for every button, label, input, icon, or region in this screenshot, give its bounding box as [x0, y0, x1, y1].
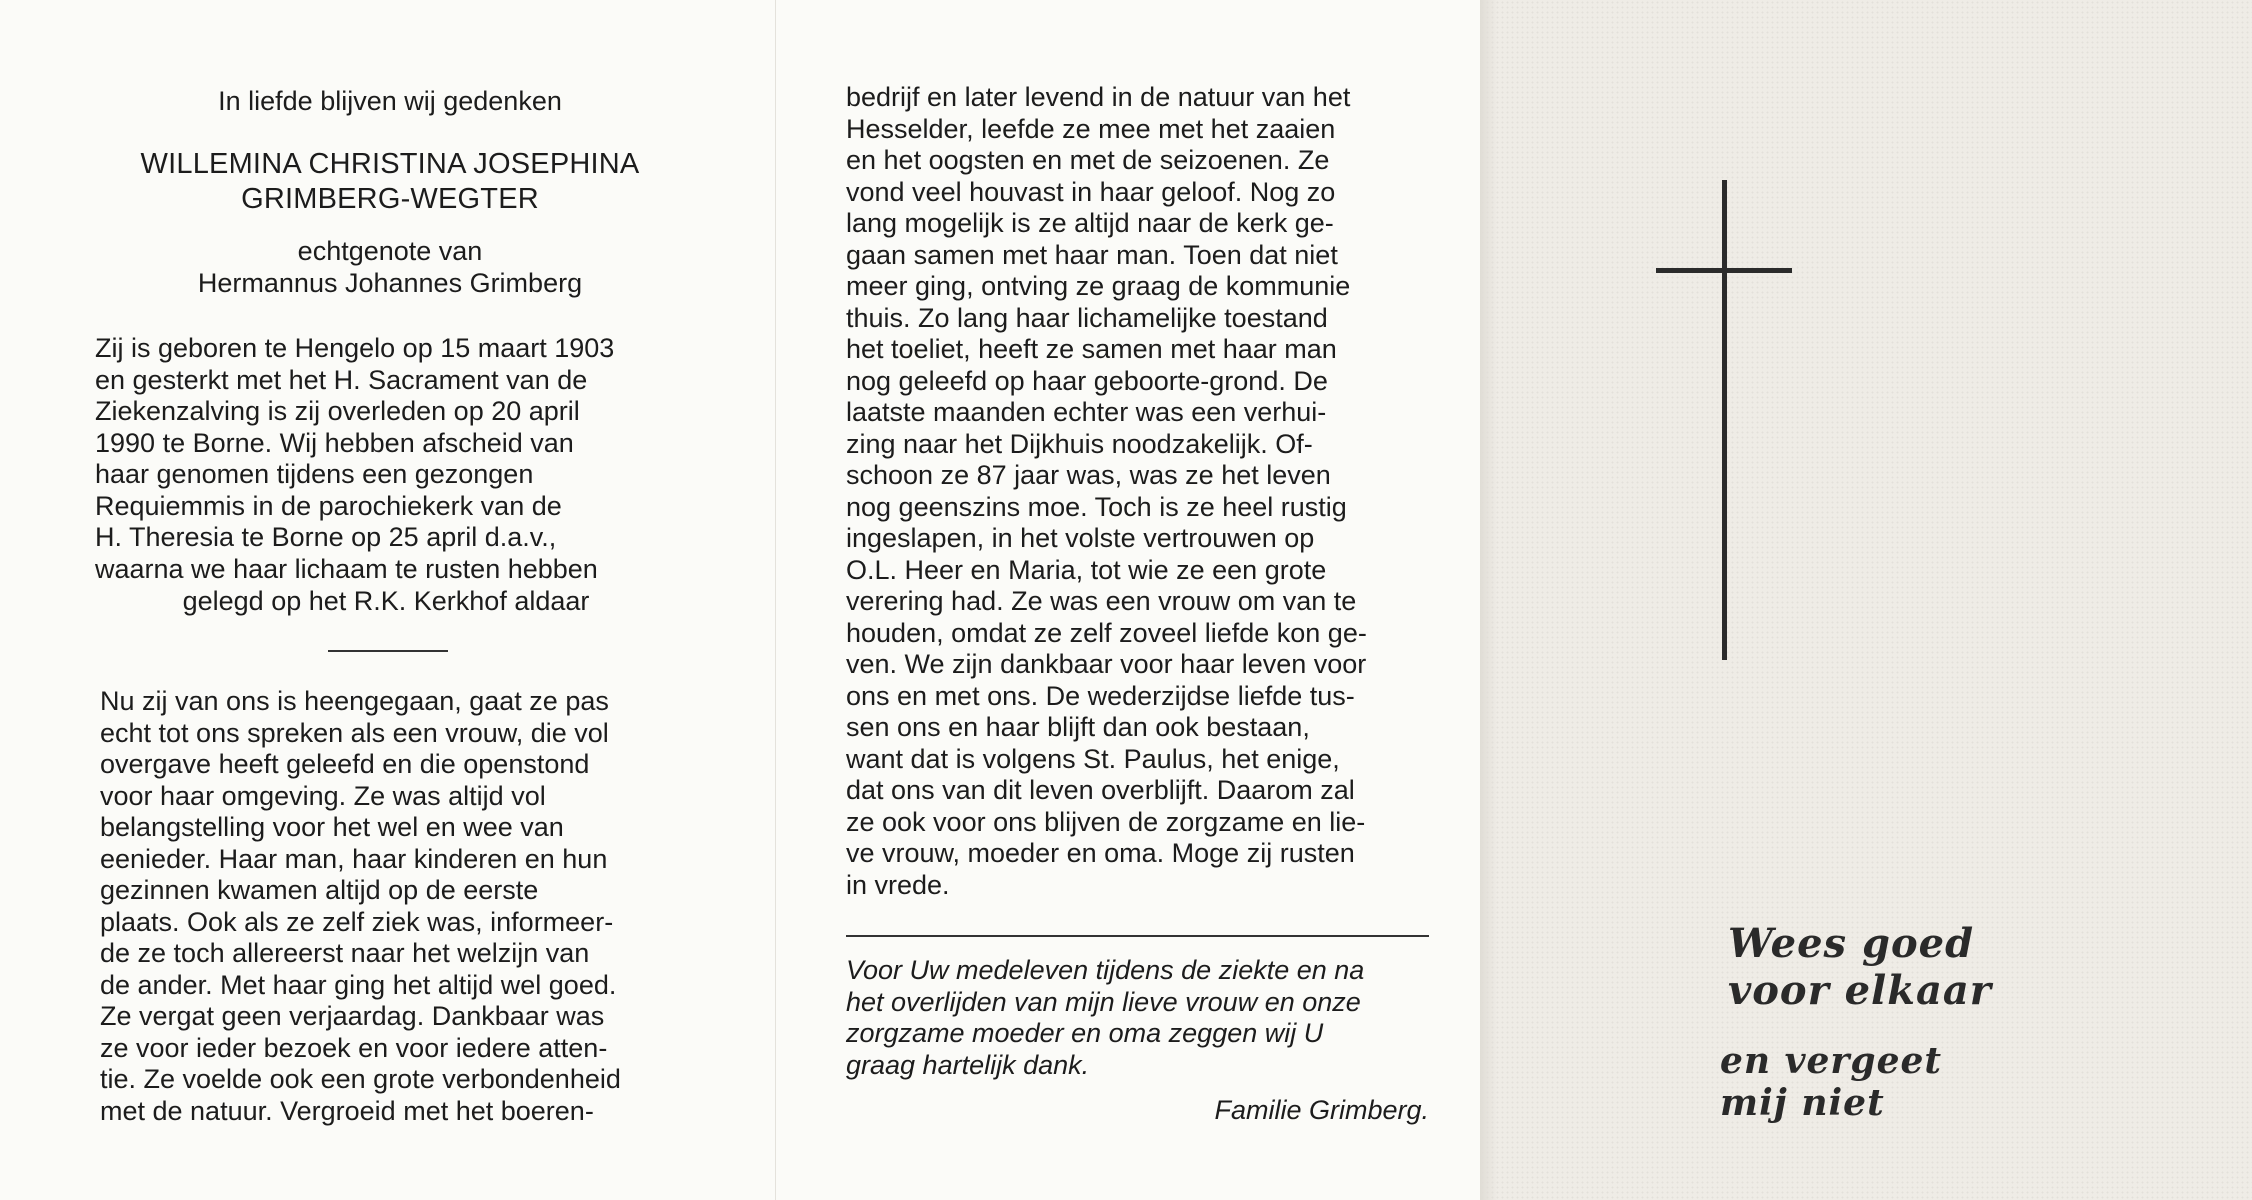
middle-page	[775, 0, 1480, 1200]
biography-paragraph	[95, 333, 677, 585]
text-line: want dat is volgens St. Paulus, het enige,	[846, 743, 1340, 774]
text-line: O.L. Heer en Maria, tot wie ze een grote	[846, 554, 1327, 585]
spouse-block	[90, 236, 690, 299]
spouse-label: echtgenote van	[297, 236, 483, 266]
text-line: verering had. Ze was een vrouw om van te	[846, 586, 1357, 616]
name-line: GRIMBERG-WEGTER	[241, 183, 539, 215]
text-line: voor haar omgeving. Ze was altijd vol	[100, 780, 546, 811]
text-line: thuis. Zo lang haar lichamelijke toestand	[846, 302, 1328, 333]
text-line: gelegd op het R.K. Kerkhof aldaar	[182, 586, 590, 616]
spouse-name: Hermannus Johannes Grimberg	[197, 267, 583, 298]
text-line: plaats. Ook als ze zelf ziek was, informeer-	[100, 906, 614, 937]
text-line: lang mogelijk is ze altijd naar de kerk ge-	[846, 208, 1334, 238]
motto-line: en vergeet mij niet	[1720, 1040, 1943, 1124]
text-line: in vrede.	[846, 869, 950, 900]
intro-line: In liefde blijven wij gedenken	[218, 86, 562, 116]
text-line: en gesterkt met het H. Sacrament van de	[95, 364, 588, 395]
text-line: de ze toch allereerst naar het welzijn van	[100, 938, 590, 968]
text-line: ve vrouw, moeder en oma. Moge zij rusten	[846, 838, 1355, 868]
text-line: met de natuur. Vergroeid met het boeren-	[100, 1095, 594, 1126]
text-line: Ziekenzalving is zij overleden op 20 april	[95, 396, 580, 426]
text-line: tie. Ze voelde ook een grote verbondenheid	[100, 1064, 621, 1094]
text-line: ons en met ons. De wederzijdse liefde tus-	[846, 680, 1355, 711]
thanks-message	[846, 955, 1429, 1081]
text-line: H. Theresia te Borne op 25 april d.a.v.,	[95, 522, 557, 552]
text-line: Zij is geboren te Hengelo op 15 maart 1903	[95, 333, 615, 363]
text-line: Nu zij van ons is heengegaan, gaat ze pas	[100, 686, 609, 716]
text-line: gaan samen met haar man. Toen dat niet	[846, 239, 1338, 270]
cross-icon	[1656, 180, 1792, 660]
text-line: ingeslapen, in het volste vertrouwen op	[846, 523, 1315, 553]
text-line: vond veel houvast in haar geloof. Nog zo	[846, 176, 1336, 207]
text-line: haar genomen tijdens een gezongen	[95, 459, 534, 489]
text-line: ze ook voor ons blijven de zorgzame en lie-	[846, 806, 1366, 837]
text-line: gezinnen kwamen altijd op de eerste	[100, 875, 539, 905]
text-line: 1990 te Borne. Wij hebben afscheid van	[95, 427, 574, 458]
text-line: ven. We zijn dankbaar voor haar leven voor	[846, 649, 1367, 679]
left-page	[0, 0, 775, 1200]
text-line: meer ging, ontving ze graag de kommunie	[846, 271, 1351, 301]
text-line: waarna we haar lichaam te rusten hebben	[95, 553, 598, 584]
name-line: WILLEMINA CHRISTINA JOSEPHINA	[140, 148, 640, 180]
text-line: en het oogsten en met de seizoenen. Ze	[846, 145, 1330, 175]
text-line: echt tot ons spreken als een vrouw, die vol	[100, 717, 609, 748]
motto-line: Wees goed voor elkaar	[1728, 920, 1992, 1014]
text-line: dat ons van dit leven overblijft. Daarom zal	[846, 775, 1355, 805]
text-line: houden, omdat ze zelf zoveel liefde kon ge-	[846, 617, 1367, 648]
text-line: Hesselder, leefde ze mee met het zaaien	[846, 113, 1336, 144]
text-line: schoon ze 87 jaar was, was ze het leven	[846, 460, 1331, 490]
text-line: het toeliet, heeft ze samen met haar man	[846, 334, 1337, 364]
text-line: overgave heeft geleefd en die openstond	[100, 749, 590, 779]
page-fold-shadow	[1480, 0, 1498, 1200]
tribute-continued-paragraph	[846, 82, 1429, 901]
text-line: bedrijf en later levend in de natuur van het	[846, 82, 1351, 112]
text-line: Requiemmis in de parochiekerk van de	[95, 490, 562, 521]
cross-vertical-bar	[1722, 180, 1727, 660]
text-line: nog geleefd op haar geboorte-grond. De	[846, 365, 1328, 396]
text-line: Ze vergat geen verjaardag. Dankbaar was	[100, 1001, 605, 1031]
text-line: nog geenszins moe. Toch is ze heel rustig	[846, 491, 1347, 522]
divider	[328, 650, 448, 652]
tribute-paragraph	[100, 686, 677, 1127]
deceased-name	[50, 147, 730, 217]
text-line: eenieder. Haar man, haar kinderen en hun	[100, 843, 608, 874]
text-line: zing naar het Dijkhuis noodzakelijk. Of-	[846, 428, 1313, 459]
text-line: zorgzame moeder en oma zeggen wij U	[846, 1018, 1324, 1048]
divider	[846, 935, 1429, 937]
text-line: sen ons en haar blijft dan ook bestaan,	[846, 712, 1310, 742]
text-line: graag hartelijk dank.	[846, 1049, 1090, 1080]
text-line: de ander. Met haar ging het altijd wel goed.	[100, 969, 617, 1000]
text-line: ze voor ieder bezoek en voor iedere atten-	[100, 1032, 608, 1063]
family-signature: Familie Grimberg.	[1214, 1095, 1429, 1125]
text-line: het overlijden van mijn lieve vrouw en onze	[846, 986, 1361, 1017]
text-line: belangstelling voor het wel en wee van	[100, 812, 564, 842]
cross-horizontal-bar	[1656, 268, 1792, 273]
cover-page	[1480, 0, 2252, 1200]
text-line: Voor Uw medeleven tijdens de ziekte en na	[846, 955, 1365, 985]
text-line: laatste maanden echter was een verhui-	[846, 397, 1327, 427]
